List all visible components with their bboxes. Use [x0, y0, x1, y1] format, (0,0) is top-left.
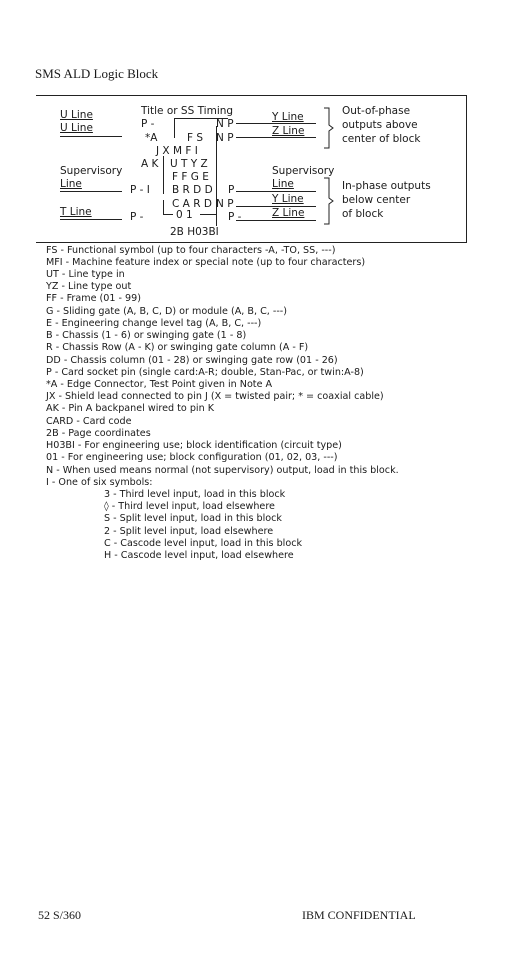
z-line-bottom: Z Line — [272, 207, 305, 219]
card-label: C A R D — [172, 198, 212, 210]
u-line-label-1: U Line — [60, 109, 93, 121]
logic-block-diagram — [36, 95, 467, 243]
block-left-edge-mid — [163, 156, 164, 194]
np-mid-label: N P — [216, 132, 234, 144]
fs-label: F S — [187, 132, 204, 144]
out-of-phase-note-2: outputs above — [342, 119, 418, 131]
y-line-bottom: Y Line — [272, 193, 304, 205]
y-line-top: Y Line — [272, 111, 304, 123]
line-right-label: Line — [272, 178, 294, 190]
legend-item: DD - Chassis column (01 - 28) or swinging gate row (01 - 26) — [46, 355, 338, 366]
ffge-label: F F G E — [172, 171, 209, 183]
pin-p-bottom-left: P - — [130, 211, 144, 223]
pin-p-top-left: P - — [141, 118, 155, 130]
legend-item: N - When used means normal (not supervisory) output, load in this block. — [46, 465, 399, 476]
np-top-label: N P — [216, 118, 234, 130]
z-line-top: Z Line — [272, 125, 305, 137]
legend-item: 01 - For engineering use; block configuration (01, 02, 03, ---) — [46, 452, 338, 463]
block-right-edge — [216, 126, 217, 226]
block-bottom-rule-right — [200, 214, 216, 215]
u-line-rule — [60, 136, 122, 137]
block-left-edge-bottom — [163, 200, 164, 214]
out-of-phase-note-3: center of block — [342, 133, 421, 145]
ak-label: A K — [141, 158, 159, 170]
symbol-item: ◊ - Third level input, load elsewhere — [104, 501, 275, 512]
legend-item: G - Sliding gate (A, B, C, D) or module (A, B, C, ---) — [46, 306, 288, 317]
pin-p-mid: P — [228, 184, 235, 196]
jxmfi-label: J X M F I — [156, 145, 198, 157]
legend-item: FS - Functional symbol (up to four characters -A, -TO, SS, ---) — [46, 245, 336, 256]
legend-item: R - Chassis Row (A - K) or swinging gate column (A - F) — [46, 342, 309, 353]
supervisory-right-label: Supervisory — [272, 165, 335, 177]
t-line-rule — [60, 219, 122, 220]
in-phase-note-3: of block — [342, 208, 384, 220]
confidential-footer: IBM CONFIDENTIAL — [302, 908, 416, 922]
legend-item: B - Chassis (1 - 6) or swinging gate (1 - 8) — [46, 330, 247, 341]
bottom-outputs-brace — [322, 176, 334, 226]
page-coordinates-label: 2B H03BI — [170, 226, 219, 238]
legend-item: MFI - Machine feature index or special note (up to four characters) — [46, 257, 366, 268]
y-line-top-rule — [236, 123, 316, 124]
legend-item: E - Engineering change level tag (A, B, C, ---) — [46, 318, 262, 329]
legend-item: 2B - Page coordinates — [46, 428, 151, 439]
symbol-item: H - Cascode level input, load elsewhere — [104, 550, 294, 561]
title-timing-label: Title or SS Timing — [141, 105, 234, 117]
in-phase-note-2: below center — [342, 194, 411, 206]
supervisory-left-rule — [60, 191, 122, 192]
supervisory-left-label: Supervisory — [60, 165, 123, 177]
z-line-bottom-rule — [236, 220, 316, 221]
np-bottom-label: N P — [216, 198, 234, 210]
pin-p-i-label: P - I — [130, 184, 150, 196]
t-line-label: T Line — [60, 206, 92, 218]
legend-item: I - One of six symbols: — [46, 477, 153, 488]
block-bottom-rule-left — [163, 214, 173, 215]
legend-item: CARD - Card code — [46, 416, 132, 427]
symbol-item: 3 - Third level input, load in this block — [104, 489, 286, 500]
configuration-label: 0 1 — [176, 209, 193, 221]
legend-item: AK - Pin A backpanel wired to pin K — [46, 403, 215, 414]
utyz-label: U T Y Z — [170, 158, 208, 170]
symbol-item: S - Split level input, load in this block — [104, 513, 282, 524]
legend-item: H03BI - For engineering use; block identification (circuit type) — [46, 440, 342, 451]
in-phase-note-1: In-phase outputs — [342, 180, 431, 192]
section-title: SMS ALD Logic Block — [35, 66, 159, 81]
z-line-top-rule — [236, 137, 316, 138]
legend-item: UT - Line type in — [46, 269, 125, 280]
out-of-phase-note-1: Out-of-phase — [342, 105, 411, 117]
legend-item: JX - Shield lead connected to pin J (X = twisted pair; * = coaxial cable) — [46, 391, 384, 402]
block-left-edge-top — [174, 118, 175, 138]
legend-item: *A - Edge Connector, Test Point given in Note A — [46, 379, 273, 390]
symbol-item: 2 - Split level input, load elsewhere — [104, 526, 274, 537]
brdd-label: B R D D — [172, 184, 213, 196]
edge-connector-label: *A — [145, 132, 158, 144]
symbol-item: C - Cascode level input, load in this block — [104, 538, 303, 549]
legend-item: YZ - Line type out — [46, 281, 132, 292]
line-left-label: Line — [60, 178, 82, 190]
page-number-footer: 52 S/360 — [38, 908, 82, 922]
supervisory-right-rule — [236, 191, 316, 192]
legend-item: FF - Frame (01 - 99) — [46, 293, 142, 304]
u-line-label-2: U Line — [60, 122, 93, 134]
pin-p-bottom-right: P - — [228, 211, 242, 223]
legend-item: P - Card socket pin (single card:A-R; double, Stan-Pac, or twin:A-8) — [46, 367, 364, 378]
top-outputs-brace — [322, 106, 334, 150]
